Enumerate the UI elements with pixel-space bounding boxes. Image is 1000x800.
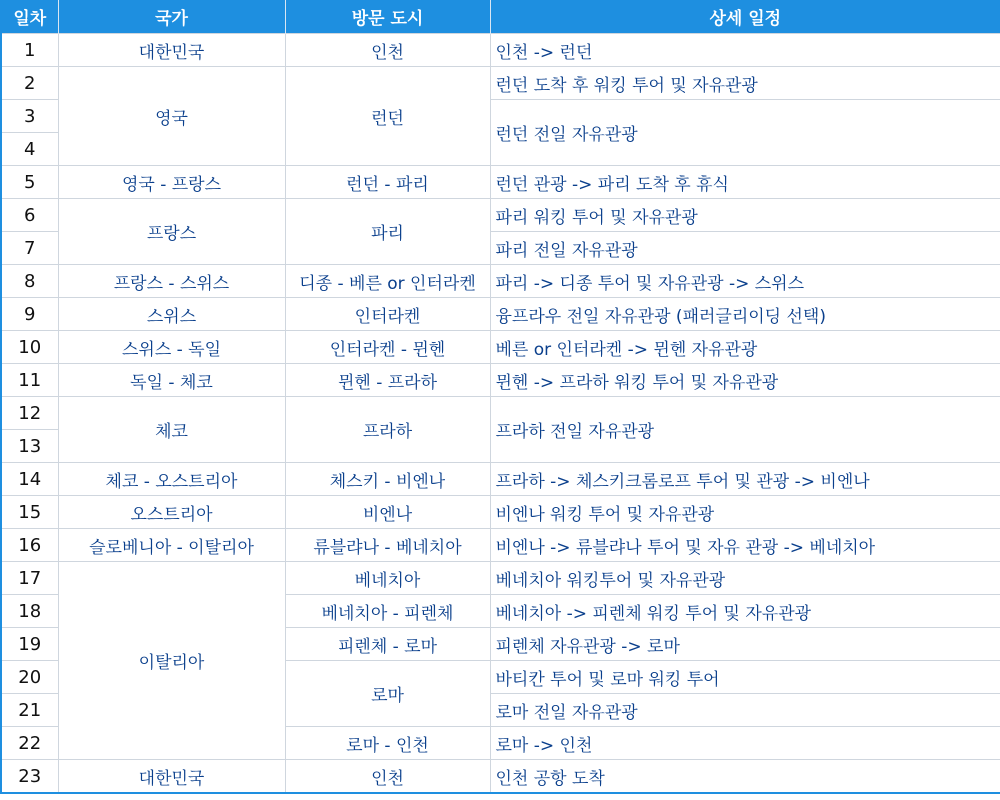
country-cell: 독일 - 체코 [58,364,285,397]
city-cell: 비엔나 [285,496,490,529]
table-row [1,199,1000,232]
detail-cell: 런던 도착 후 워킹 투어 및 자유관광 [490,67,1000,100]
city-cell: 런던 [285,67,490,166]
detail-cell: 베른 or 인터라켄 -> 뮌헨 자유관광 [490,331,1000,364]
header-country: 국가 [58,0,285,34]
detail-cell: 베네치아 워킹투어 및 자유관광 [490,562,1000,595]
city-cell: 파리 [285,199,490,265]
day-cell: 8 [1,265,58,298]
table-row [1,34,1000,67]
country-cell: 스위스 - 독일 [58,331,285,364]
detail-cell: 로마 전일 자유관광 [490,694,1000,727]
day-cell: 21 [1,694,58,727]
country-cell: 오스트리아 [58,496,285,529]
city-cell: 로마 - 인천 [285,727,490,760]
day-cell: 16 [1,529,58,562]
day-cell: 9 [1,298,58,331]
day-cell: 3 [1,100,58,133]
table-row [1,496,1000,529]
day-cell: 5 [1,166,58,199]
city-cell: 류블랴나 - 베네치아 [285,529,490,562]
detail-cell: 로마 -> 인천 [490,727,1000,760]
country-cell: 체코 - 오스트리아 [58,463,285,496]
table-row [1,463,1000,496]
city-cell: 프라하 [285,397,490,463]
day-cell: 6 [1,199,58,232]
header-city: 방문 도시 [285,0,490,34]
day-cell: 7 [1,232,58,265]
detail-cell: 인천 -> 런던 [490,34,1000,67]
country-cell: 대한민국 [58,34,285,67]
city-cell: 뮌헨 - 프라하 [285,364,490,397]
day-cell: 4 [1,133,58,166]
detail-cell: 런던 전일 자유관광 [490,100,1000,166]
day-cell: 2 [1,67,58,100]
detail-cell: 바티칸 투어 및 로마 워킹 투어 [490,661,1000,694]
country-cell: 슬로베니아 - 이탈리아 [58,529,285,562]
detail-cell: 파리 워킹 투어 및 자유관광 [490,199,1000,232]
detail-cell: 비엔나 -> 류블랴나 투어 및 자유 관광 -> 베네치아 [490,529,1000,562]
table-row [1,166,1000,199]
detail-cell: 파리 전일 자유관광 [490,232,1000,265]
detail-cell: 융프라우 전일 자유관광 (패러글리이딩 선택) [490,298,1000,331]
day-cell: 15 [1,496,58,529]
city-cell: 체스키 - 비엔나 [285,463,490,496]
detail-cell: 인천 공항 도착 [490,760,1000,794]
day-cell: 20 [1,661,58,694]
detail-cell: 뮌헨 -> 프라하 워킹 투어 및 자유관광 [490,364,1000,397]
header-day: 일차 [1,0,58,34]
country-cell: 스위스 [58,298,285,331]
table-row [1,760,1000,794]
day-cell: 19 [1,628,58,661]
table-row [1,562,1000,595]
table-row [1,397,1000,430]
city-cell: 런던 - 파리 [285,166,490,199]
table-row [1,331,1000,364]
header-row [1,0,1000,34]
city-cell: 로마 [285,661,490,727]
detail-cell: 프라하 -> 체스키크롬로프 투어 및 관광 -> 비엔나 [490,463,1000,496]
day-cell: 23 [1,760,58,794]
city-cell: 베네치아 [285,562,490,595]
detail-cell: 런던 관광 -> 파리 도착 후 휴식 [490,166,1000,199]
table-row [1,67,1000,100]
city-cell: 디종 - 베른 or 인터라켄 [285,265,490,298]
country-cell: 프랑스 [58,199,285,265]
day-cell: 1 [1,34,58,67]
detail-cell: 피렌체 자유관광 -> 로마 [490,628,1000,661]
detail-cell: 비엔나 워킹 투어 및 자유관광 [490,496,1000,529]
table-row [1,265,1000,298]
day-cell: 11 [1,364,58,397]
city-cell: 인천 [285,760,490,794]
city-cell: 인터라켄 - 뮌헨 [285,331,490,364]
day-cell: 10 [1,331,58,364]
day-cell: 14 [1,463,58,496]
table-row [1,529,1000,562]
country-cell: 영국 - 프랑스 [58,166,285,199]
country-cell: 프랑스 - 스위스 [58,265,285,298]
country-cell: 체코 [58,397,285,463]
city-cell: 인터라켄 [285,298,490,331]
detail-cell: 베네치아 -> 피렌체 워킹 투어 및 자유관광 [490,595,1000,628]
country-cell: 이탈리아 [58,562,285,760]
table-row [1,364,1000,397]
city-cell: 피렌체 - 로마 [285,628,490,661]
table-row [1,298,1000,331]
header-detail: 상세 일정 [490,0,1000,34]
country-cell: 영국 [58,67,285,166]
city-cell: 인천 [285,34,490,67]
day-cell: 13 [1,430,58,463]
detail-cell: 파리 -> 디종 투어 및 자유관광 -> 스위스 [490,265,1000,298]
day-cell: 12 [1,397,58,430]
day-cell: 17 [1,562,58,595]
day-cell: 22 [1,727,58,760]
country-cell: 대한민국 [58,760,285,794]
city-cell: 베네치아 - 피렌체 [285,595,490,628]
detail-cell: 프라하 전일 자유관광 [490,397,1000,463]
day-cell: 18 [1,595,58,628]
